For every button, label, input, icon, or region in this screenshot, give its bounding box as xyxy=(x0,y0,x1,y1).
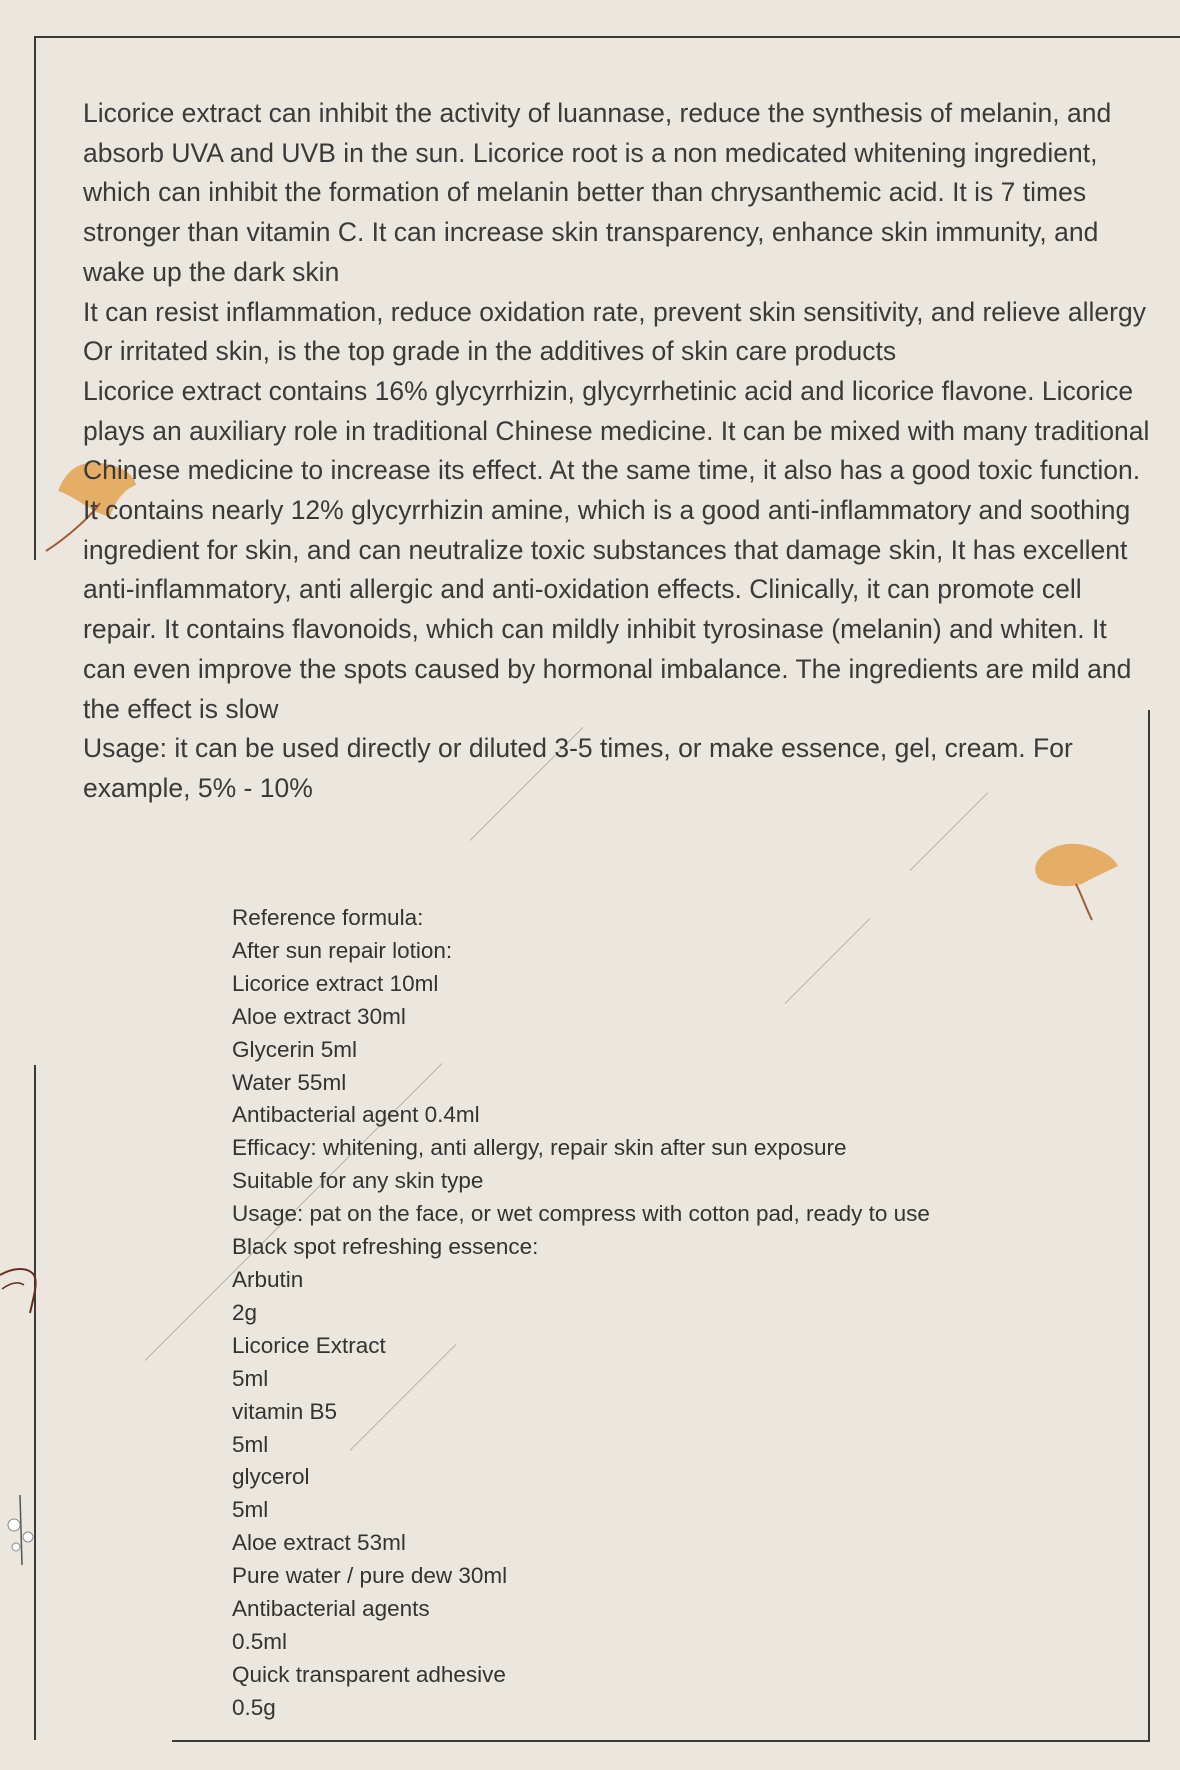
formula-line: Glycerin 5ml xyxy=(232,1036,358,1062)
formula-line: glycerol xyxy=(232,1464,310,1490)
reference-formula-list xyxy=(232,902,1092,1725)
formula-line: Antibacterial agents xyxy=(232,1596,430,1622)
formula-line: Suitable for any skin type xyxy=(232,1168,484,1194)
description-text xyxy=(83,94,1153,809)
formula-line: Arbutin xyxy=(232,1266,304,1292)
formula-line: Licorice extract 10ml xyxy=(232,970,439,996)
formula-line: 5ml xyxy=(232,1431,269,1457)
formula-line: Black spot refreshing essence: xyxy=(232,1234,539,1260)
formula-line: vitamin B5 xyxy=(232,1398,338,1424)
formula-line: Quick transparent adhesive xyxy=(232,1661,506,1687)
paragraph-anti-inflammation: It can resist inflammation, reduce oxidation rate, prevent skin sensitivity, and relieve allergy xyxy=(83,296,1146,327)
formula-line: Antibacterial agent 0.4ml xyxy=(232,1102,480,1128)
formula-line: 0.5ml xyxy=(232,1628,288,1654)
paragraph-usage: Usage: it can be used directly or diluted 3-5 times, or make essence, gel, cream. For example, 5% - 10% xyxy=(83,733,1073,803)
formula-line: 2g xyxy=(232,1299,258,1325)
formula-line: Usage: pat on the face, or wet compress with cotton pad, ready to use xyxy=(232,1201,930,1227)
formula-line: Licorice Extract xyxy=(232,1332,386,1358)
formula-line: Aloe extract 30ml xyxy=(232,1003,406,1029)
formula-line: After sun repair lotion: xyxy=(232,937,453,963)
formula-line: Reference formula: xyxy=(232,905,424,930)
frame-left-border-lower xyxy=(34,1065,36,1740)
formula-line: Aloe extract 53ml xyxy=(232,1530,406,1556)
formula-line: Pure water / pure dew 30ml xyxy=(232,1563,508,1589)
formula-line: 5ml xyxy=(232,1497,269,1523)
blossom-icon xyxy=(0,1495,45,1565)
formula-line: 5ml xyxy=(232,1365,269,1391)
frame-right-border xyxy=(1148,710,1150,1740)
formula-line: 0.5g xyxy=(232,1694,276,1720)
frame-top-border xyxy=(34,36,1180,38)
paragraph-intro: Licorice extract can inhibit the activity of luannase, reduce the synthesis of melanin, and absorb UVA and UVB in the sun. Licorice root is a non medicated whitening ingredient, which can inhibit the formation of melanin better than chrysanthemic acid. It is 7 times stronger than vitamin C. It can increase skin transparency, enhance skin immunity, and wake up the dark skin xyxy=(83,98,1112,287)
formula-line: Water 55ml xyxy=(232,1069,347,1095)
paragraph-irritated-skin: Or irritated skin, is the top grade in the additives of skin care products xyxy=(83,336,897,367)
paragraph-composition: Licorice extract contains 16% glycyrrhizin, glycyrrhetinic acid and licorice flavone. Licorice plays an auxiliary role in traditional Chinese medicine. It can be mixed with many traditional Chinese medicine to increase its effect. At the same time, it also has a good toxic function. It contains nearly 12% glycyrrhizin amine, which is a good anti-inflammatory and soothing ingredient for skin, and can neutralize toxic substances that damage skin, It has excellent anti-inflammatory, anti allergic and anti-oxidation effects. Clinically, it can promote cell repair. It contains flavonoids, which can mildly inhibit tyrosinase (melanin) and whiten. It can even improve the spots caused by hormonal imbalance. The ingredients are mild and the effect is slow xyxy=(83,375,1150,724)
formula-line: Efficacy: whitening, anti allergy, repair skin after sun exposure xyxy=(232,1135,847,1161)
frame-bottom-border xyxy=(172,1740,1150,1742)
branch-icon xyxy=(0,1255,40,1315)
